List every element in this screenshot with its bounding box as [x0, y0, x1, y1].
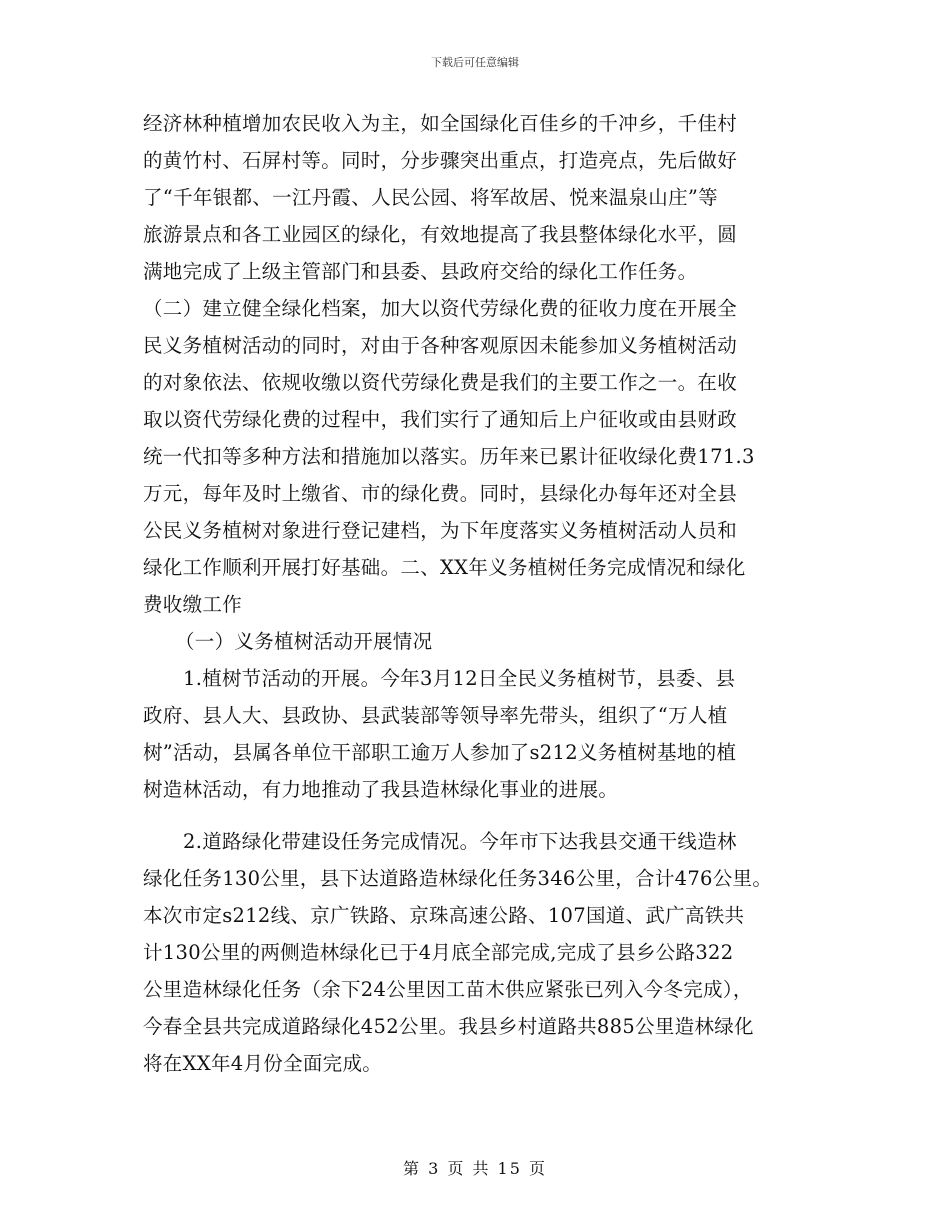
- page-header: 下载后可任意编辑: [431, 56, 519, 69]
- text-line: 公民义务植树对象进行登记建档，为下年度落实义务植树活动人员和: [143, 519, 738, 542]
- text-line: 计130公里的两侧造林绿化已于4月底全部完成,完成了县乡公路322: [143, 941, 734, 964]
- text-line: 旅游景点和各工业园区的绿化，有效地提高了我县整体绿化水平，圆: [143, 223, 738, 246]
- text-line: （一）义务植树活动开展情况: [175, 630, 433, 653]
- text-line: 树”活动，县属各单位干部职工逾万人参加了s212义务植树基地的植: [143, 741, 737, 764]
- page-number: 第 3 页 共 15 页: [403, 1159, 547, 1178]
- text-line: 经济林种植增加农民收入为主，如全国绿化百佳乡的千冲乡，千佳村: [143, 112, 738, 135]
- text-line: 政府、县人大、县政协、县武装部等领导率先带头，组织了“万人植: [143, 704, 728, 727]
- text-line: 今春全县共完成道路绿化452公里。我县乡村道路共885公里造林绿化: [143, 1015, 754, 1038]
- text-line: 公里造林绿化任务（余下24公里因工苗木供应紧张已列入今冬完成），: [143, 978, 753, 1001]
- document-body: [143, 105, 823, 1082]
- text-line: 满地完成了上级主管部门和县委、县政府交给的绿化工作任务。: [143, 260, 698, 283]
- text-line: （二）建立健全绿化档案，加大以资代劳绿化费的征收力度在开展全: [143, 297, 738, 320]
- text-line: 民义务植树活动的同时，对由于各种客观原因未能参加义务植树活动: [143, 334, 738, 357]
- text-line: 将在XX年4月份全面完成。: [143, 1052, 383, 1075]
- text-line: 了“千年银都、一江丹霞、人民公园、将军故居、悦来温泉山庄”等: [143, 186, 718, 209]
- text-line: 万元，每年及时上缴省、市的绿化费。同时，县绿化办每年还对全县: [143, 482, 738, 505]
- text-line: 树造林活动，有力地推动了我县造林绿化事业的进展。: [143, 778, 619, 801]
- text-line: 1.植树节活动的开展。今年3月12日全民义务植树节，县委、县: [183, 667, 736, 690]
- text-line: 费收缴工作: [143, 593, 243, 616]
- text-line: 统一代扣等多种方法和措施加以落实。历年来已累计征收绿化费171.3: [143, 445, 755, 468]
- text-line: 的黄竹村、石屏村等。同时，分步骤突出重点，打造亮点，先后做好: [143, 149, 738, 172]
- text-line: 2.道路绿化带建设任务完成情况。今年市下达我县交通干线造林: [183, 830, 737, 853]
- text-line: 绿化工作顺利开展打好基础。二、XX年义务植树任务完成情况和绿化: [143, 556, 746, 579]
- text-line: 绿化任务130公里，县下达道路造林绿化任务346公里，合计476公里。: [143, 867, 773, 890]
- text-line: 取以资代劳绿化费的过程中，我们实行了通知后上户征收或由县财政: [143, 408, 738, 431]
- text-line: 的对象依法、依规收缴以资代劳绿化费是我们的主要工作之一。在收: [143, 371, 738, 394]
- text-line: 本次市定s212线、京广铁路、京珠高速公路、107国道、武广高铁共: [143, 904, 745, 927]
